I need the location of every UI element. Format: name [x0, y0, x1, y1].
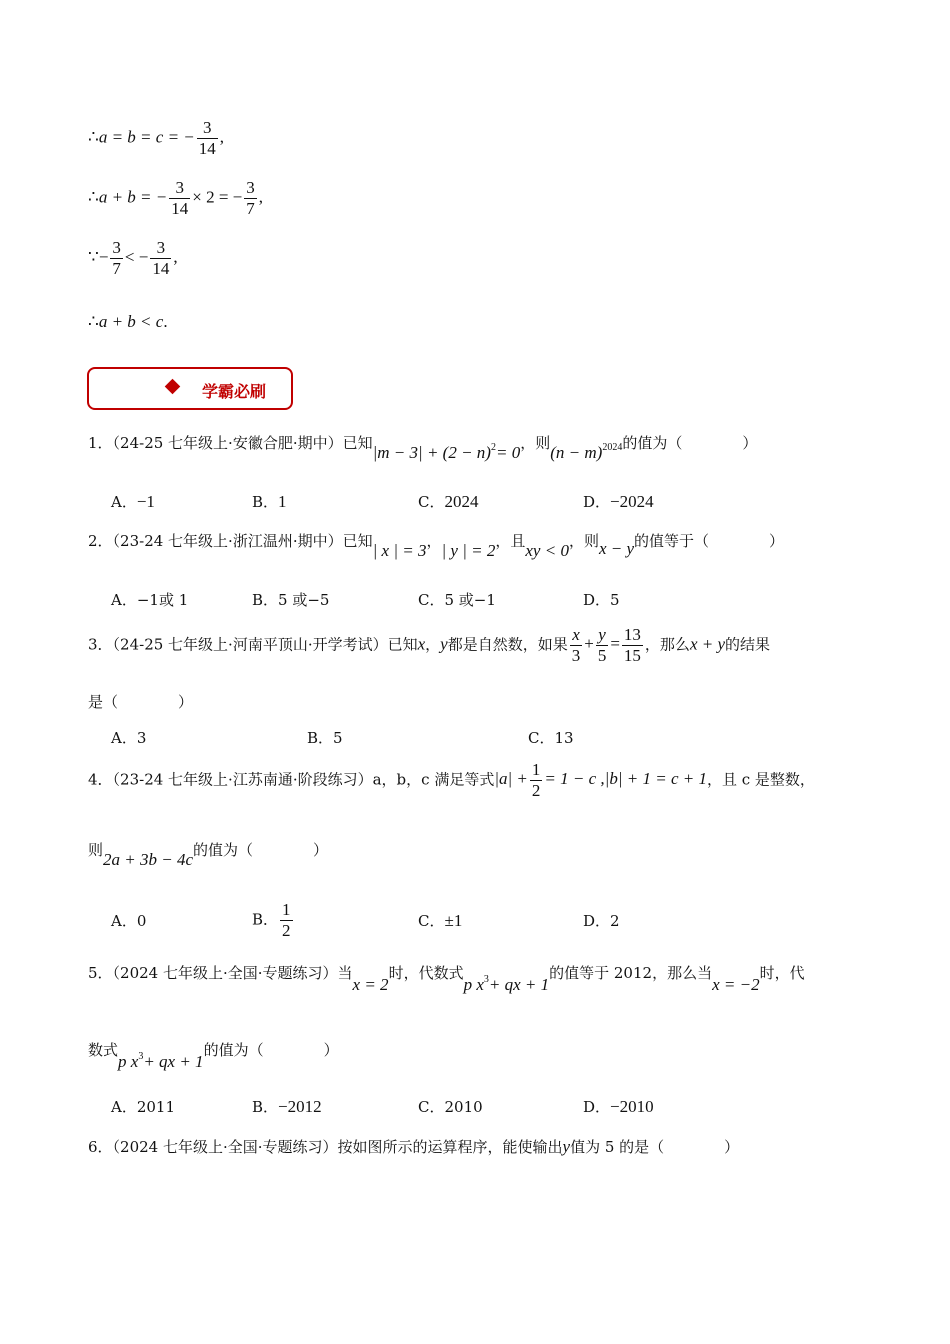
section-badge [87, 367, 293, 410]
derivation-line-3: ∵− $\frac{3}{7}$ < − $\frac{3}{14}$ , [88, 238, 178, 278]
question-1: 1．（24-25 七年级上·安徽合肥·期中）已知$|m - 3| + (2 - n)^2= 0$，则$(n - m)^{2024}$的值为（ ） [88, 434, 758, 462]
fraction: $\frac{1}{2}$ [531, 760, 541, 800]
q2-option-a[interactable]: A．−1或 1 [111, 591, 189, 609]
question-3-cont: 是（ ） [88, 693, 194, 711]
q3-option-c[interactable]: C．13 [528, 729, 574, 747]
derivation-line-1: ∴a = b = c = − $\frac{3}{14}$ , [88, 118, 225, 158]
q4-option-c[interactable]: C．±1 [418, 911, 463, 930]
question-4-cont: 则2a + 3b − 4c的值为（ ） [88, 841, 329, 869]
q2-option-b[interactable]: B．5 或−5 [252, 591, 330, 609]
q4-option-d[interactable]: D．2 [583, 912, 620, 930]
derivation-line-4: ∴a + b < c. [88, 312, 168, 331]
q1-option-a[interactable]: A．−1 [111, 492, 155, 511]
fraction: $\frac{3}{14}$ [152, 238, 170, 278]
fraction: $\frac{3}{7}$ [112, 238, 121, 278]
fraction: $\frac{3}{14}$ [171, 178, 189, 218]
q4-option-a[interactable]: A．0 [111, 912, 147, 930]
q1-option-b[interactable]: B．1 [252, 492, 287, 511]
q3-option-b[interactable]: B．5 [307, 729, 343, 747]
question-4: 4．（23-24 七年级上·江苏南通·阶段练习）a，b，c 满足等式|a| + $\frac{1}{2}$ = 1 − c ,|b| + 1 = c + 1，且 c 是整数， [88, 760, 815, 800]
section-badge-label: 学霸必刷 [202, 382, 267, 401]
q4-option-b[interactable]: B． $\frac{1}{2}$ [252, 900, 291, 940]
question-6: 6．（2024 七年级上·全国·专题练习）按如图所示的运算程序，能使输出y值为 5 的是（ ） [88, 1137, 740, 1156]
q5-option-b[interactable]: B．−2012 [252, 1097, 322, 1116]
fraction: $\frac{3}{7}$ [246, 178, 255, 218]
derivation-line-2: ∴a + b = − $\frac{3}{14}$ × 2 = − $\frac{3}{7}$ , [88, 178, 264, 218]
q3-option-a[interactable]: A．3 [111, 729, 147, 747]
q1-option-d[interactable]: D．−2024 [583, 492, 654, 511]
question-3: 3．（24-25 七年级上·河南平顶山·开学考试）已知x，y都是自然数，如果 $\frac{x}{3}$ + $\frac{y}{5}$ = $\frac{13}{15}$ ，那么x + y的结果 [88, 625, 771, 665]
fraction: $\frac{y}{5}$ [597, 625, 607, 665]
fraction: $\frac{1}{2}$ [282, 900, 291, 940]
question-2: 2．（23-24 七年级上·浙江温州·期中）已知| x | = 3，| y | = 2，且xy < 0，则x − y的值等于（ ） [88, 532, 785, 560]
q5-option-d[interactable]: D．−2010 [583, 1097, 654, 1116]
question-5-cont: 数式p $x^3+$ qx + 1的值为（ ） [88, 1041, 339, 1071]
q5-option-c[interactable]: C．2010 [418, 1098, 483, 1116]
q1-option-c[interactable]: C．2024 [418, 492, 479, 511]
question-5: 5．（2024 七年级上·全国·专题练习）当x = 2时，代数式p $x^3+$ qx + 1的值等于 2012，那么当x = −2时，代 [88, 964, 805, 994]
q2-option-d[interactable]: D．5 [583, 591, 620, 609]
fraction: $\frac{x}{3}$ [571, 625, 581, 665]
diamond-icon [165, 379, 181, 395]
fraction: $\frac{13}{15}$ [623, 625, 641, 665]
q5-option-a[interactable]: A．2011 [111, 1098, 176, 1116]
q2-option-c[interactable]: C．5 或−1 [418, 591, 496, 609]
fraction: $\frac{3}{14}$ [198, 118, 216, 158]
